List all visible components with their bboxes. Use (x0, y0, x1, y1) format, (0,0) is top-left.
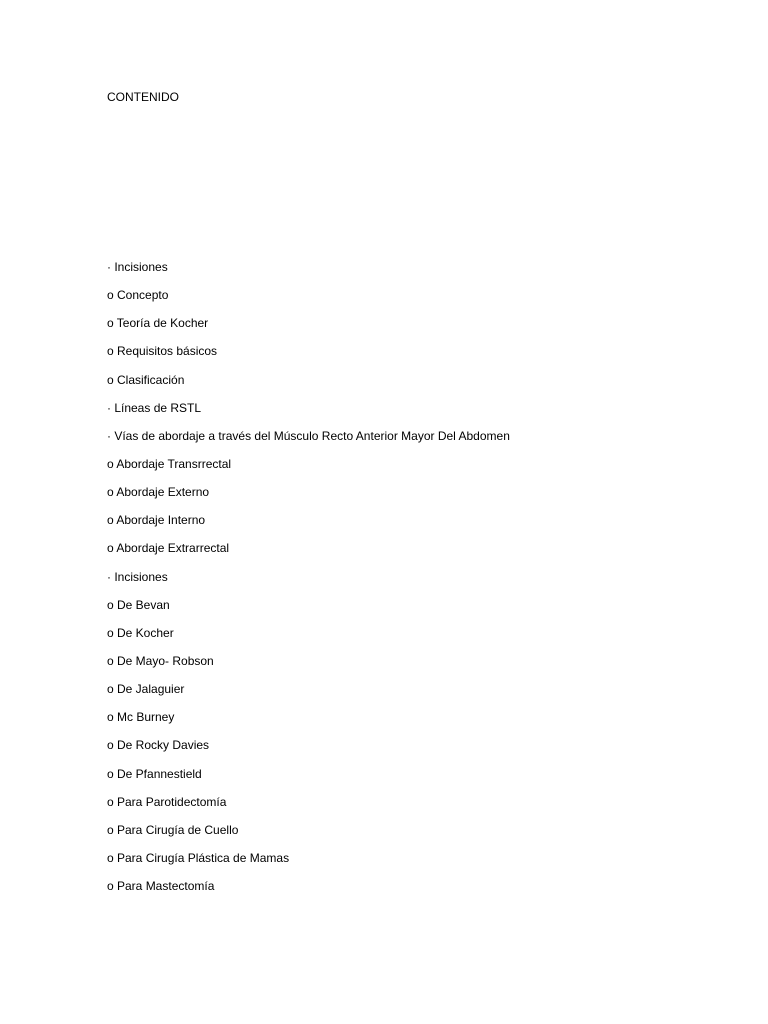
toc-item: · Incisiones (107, 260, 168, 274)
toc-item: o Requisitos básicos (107, 344, 218, 359)
toc-item: o Teoría de Kocher (107, 316, 209, 331)
toc-item: o Abordaje Extrarrectal (107, 541, 230, 556)
toc-item: o Para Cirugía de Cuello (107, 822, 239, 837)
toc-item: o Abordaje Transrrectal (107, 456, 232, 471)
toc-item: o De Rocky Davies (107, 738, 210, 753)
toc-item: o Abordaje Interno (107, 513, 206, 528)
toc-item: o De Bevan (107, 597, 170, 612)
toc-item: o De Kocher (107, 625, 174, 640)
toc-item: o Concepto (107, 288, 169, 303)
toc-item: o De Jalaguier (107, 682, 185, 697)
toc-item: · Incisiones (107, 569, 168, 584)
toc-item: o Para Parotidectomía (107, 794, 227, 809)
toc-item: · Vías de abordaje a través del Músculo Recto Anterior Mayor Del Abdomen (107, 428, 510, 443)
toc-item: o De Pfannestield (107, 766, 202, 781)
toc-item: o Para Mastectomía (107, 879, 215, 894)
document-title: CONTENIDO (107, 90, 179, 104)
toc-item: · Líneas de RSTL (107, 400, 202, 415)
toc-item: o Abordaje Externo (107, 485, 210, 500)
toc-item: o De Mayo- Robson (107, 653, 214, 668)
table-of-contents (107, 259, 510, 906)
toc-item: o Clasificación (107, 372, 185, 387)
toc-item: o Mc Burney (107, 710, 175, 725)
toc-item: o Para Cirugía Plástica de Mamas (107, 850, 290, 865)
